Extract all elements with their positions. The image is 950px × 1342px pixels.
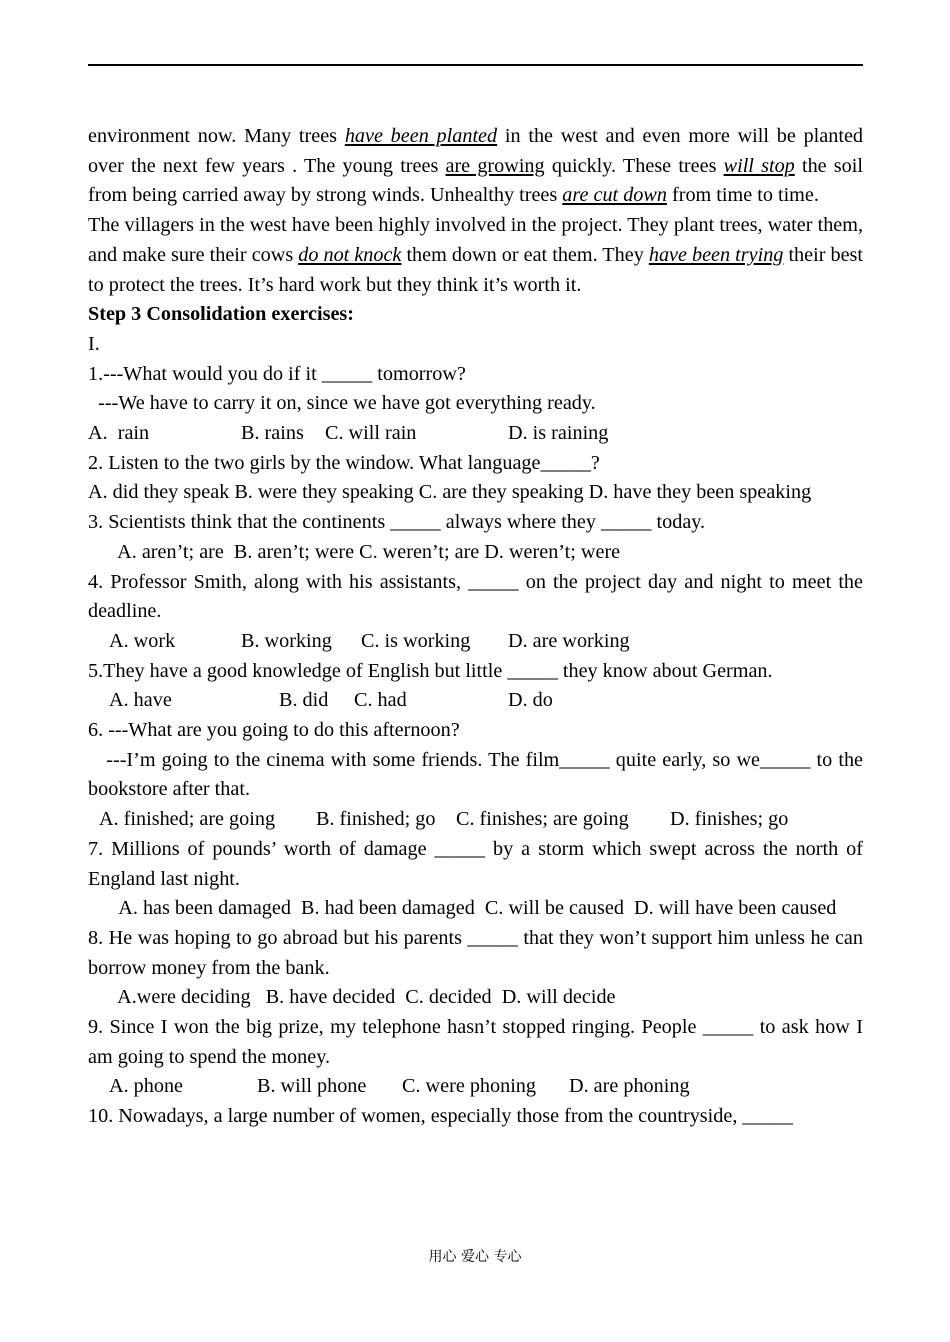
question-5-stem: 5.They have a good knowledge of English but little _____ they know about German.: [88, 659, 773, 682]
option-b: B. will phone: [257, 1075, 367, 1098]
question-8-stem: 8. He was hoping to go abroad but his parents _____ that they won’t support him unless he can borrow money from the bank.: [88, 926, 863, 979]
question-3-options: A. aren’t; are B. aren’t; were C. weren’t; are D. weren’t; were: [88, 540, 621, 563]
option-d: D. are phoning: [569, 1075, 690, 1098]
question-2-stem: 2. Listen to the two girls by the window. What language_____?: [88, 451, 600, 474]
question-9-stem: 9. Since I won the big prize, my telephone hasn’t stopped ringing. People _____ to ask how I am going to spend the money.: [88, 1016, 863, 1068]
question-6-stem: 6. ---What are you going to do this afternoon?: [88, 719, 460, 742]
option-b: B. rains: [241, 422, 304, 445]
underlined-phrase: do not knock: [298, 243, 402, 266]
underlined-phrase: have been trying: [648, 243, 784, 266]
option-a: A. phone: [109, 1075, 184, 1098]
page-footer: 用心 爱心 专心: [428, 1249, 522, 1265]
option-c: C. had: [354, 689, 407, 712]
header-rule: [88, 64, 863, 66]
passage-paragraph-2: The villagers in the west have been highly involved in the project. They plant trees, water them, and make sure their cows do not knock them down or eat them. They have been trying their best to protect the trees. It’s hard work but they think it’s worth it.: [88, 214, 864, 296]
question-6-options: [88, 805, 863, 835]
underlined-phrase: will stop: [723, 154, 795, 177]
option-d: D. finishes; go: [670, 808, 789, 831]
section-heading: Step 3 Consolidation exercises:: [88, 303, 354, 326]
option-d: D. do: [508, 689, 553, 712]
option-a: A. have: [109, 689, 172, 712]
question-1-stem: 1.---What would you do if it _____ tomorrow?: [88, 362, 466, 385]
option-c: C. is working: [361, 629, 471, 652]
option-c: C. were phoning: [402, 1075, 536, 1098]
question-4-options: [88, 627, 863, 657]
underlined-phrase: are growing: [445, 154, 545, 177]
option-a: A. work: [109, 629, 176, 652]
question-10-stem: 10. Nowadays, a large number of women, especially those from the countryside, _____: [88, 1105, 793, 1128]
question-9-options: [88, 1072, 863, 1102]
option-b: B. finished; go: [316, 808, 436, 831]
section-number: I.: [88, 332, 100, 355]
option-c: C. finishes; are going: [456, 808, 629, 831]
passage-paragraph-1: environment now. Many trees have been planted in the west and even more will be planted over the next few years . The young trees are growing quickly. These trees will stop the soil from being carried away by strong winds. Unhealthy trees are cut down from time to time.: [88, 125, 863, 207]
question-1-options: [88, 419, 863, 449]
option-d: D. are working: [508, 629, 630, 652]
option-d: D. is raining: [508, 422, 609, 445]
option-a: A. finished; are going: [99, 808, 276, 831]
question-2-options: A. did they speak B. were they speaking C. are they speaking D. have they been speaking: [88, 481, 812, 504]
question-5-options: [88, 686, 863, 716]
underlined-phrase: have been planted: [344, 125, 498, 147]
question-8-options: A.were deciding B. have decided C. decided D. will decide: [88, 986, 616, 1009]
option-b: B. did: [279, 689, 329, 712]
question-4-stem: 4. Professor Smith, along with his assistants, _____ on the project day and night to meet the deadline.: [88, 570, 863, 623]
question-7-options: A. has been damaged B. had been damaged C. will be caused D. will have been caused: [88, 897, 837, 920]
option-c: C. will rain: [325, 422, 417, 445]
question-3-stem: 3. Scientists think that the continents _____ always where they _____ today.: [88, 511, 706, 534]
question-1-reply: ---We have to carry it on, since we have got everything ready.: [88, 392, 596, 415]
document-body: [88, 122, 869, 1132]
option-b: B. working: [241, 629, 332, 652]
question-7-stem: 7. Millions of pounds’ worth of damage _____ by a storm which swept across the north of England last night.: [88, 837, 863, 890]
option-a: A. rain: [88, 422, 150, 445]
underlined-phrase: are cut down: [562, 184, 667, 207]
question-6-reply: ---I’m going to the cinema with some friends. The film_____ quite early, so we_____ to the bookstore after that.: [88, 748, 869, 801]
